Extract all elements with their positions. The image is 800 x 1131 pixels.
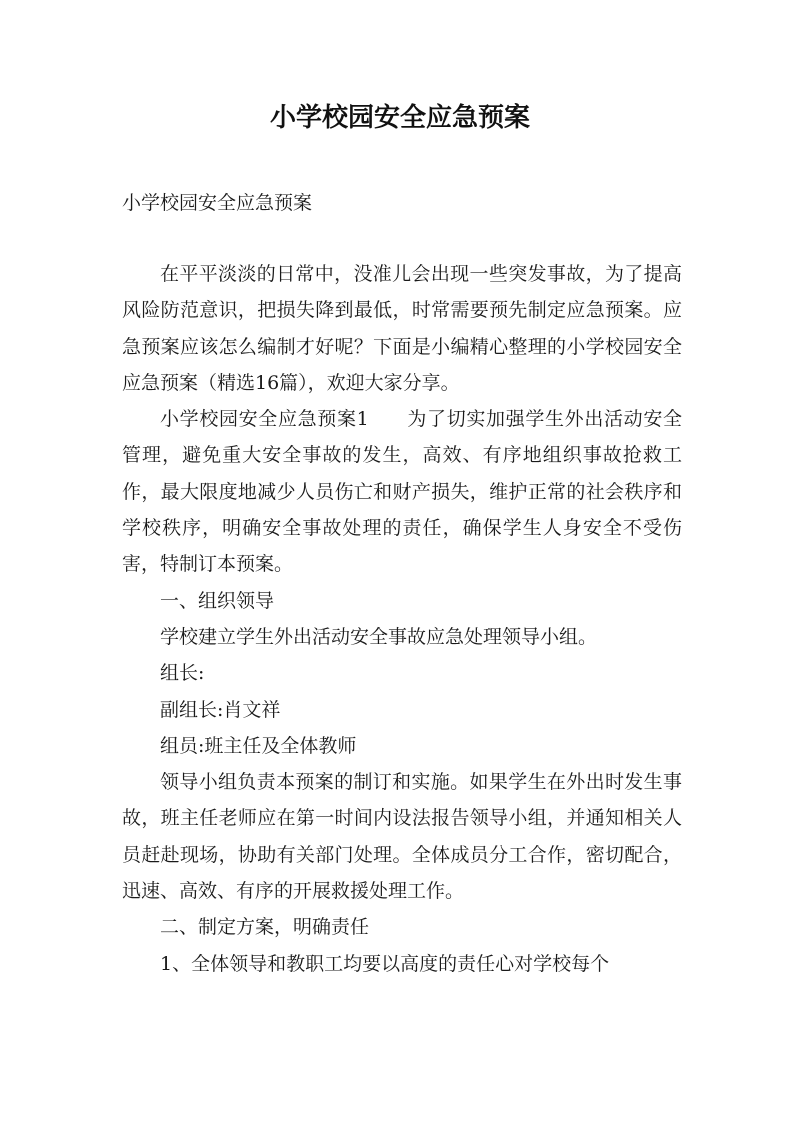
document-body — [122, 256, 682, 982]
heading-organization: 一、组织领导 — [160, 589, 275, 612]
paragraph-leadership-group: 学校建立学生外出活动安全事故应急处理领导小组。 — [160, 625, 598, 648]
heading-plan: 二、制定方案，明确责任 — [160, 916, 370, 939]
section-1-heading: 小学校园安全应急预案1 — [160, 408, 369, 431]
line-group-leader: 组长: — [160, 662, 205, 685]
document-title: 小学校园安全应急预案 — [269, 103, 530, 133]
paragraph-item-1: 1、全体领导和教职工均要以高度的责任心对学校每个 — [160, 952, 610, 975]
line-deputy-leader: 副组长:肖文祥 — [160, 698, 281, 721]
section-1-paragraph — [122, 401, 682, 582]
intro-paragraph: 在平平淡淡的日常中，没准儿会出现一些突发事故，为了提高风险防范意识，把损失降到最低，时常需要预先制定应急预案。应急预案应该怎么编制才好呢？下面是小编精心整理的小学校园安全应急预案（精选16篇），欢迎大家分享。 — [122, 263, 682, 394]
paragraph-responsibilities: 领导小组负责本预案的制订和实施。如果学生在外出时发生事故，班主任老师应在第一时间内设法报告领导小组，并通知相关人员赶赴现场，协助有关部门处理。全体成员分工合作，密切配合，迅速、高效、有序的开展救援处理工作。 — [122, 771, 682, 903]
line-members: 组员:班主任及全体教师 — [160, 734, 357, 757]
document-subtitle: 小学校园安全应急预案 — [122, 192, 313, 214]
section-1-text: 为了切实加强学生外出活动安全管理，避免重大安全事故的发生，高效、有序地组织事故抢救工作，最大限度地减少人员伤亡和财产损失，维护正常的社会秩序和学校秩序，明确安全事故处理的责任，确保学生人身安全不受伤害，特制订本预案。 — [122, 408, 682, 576]
